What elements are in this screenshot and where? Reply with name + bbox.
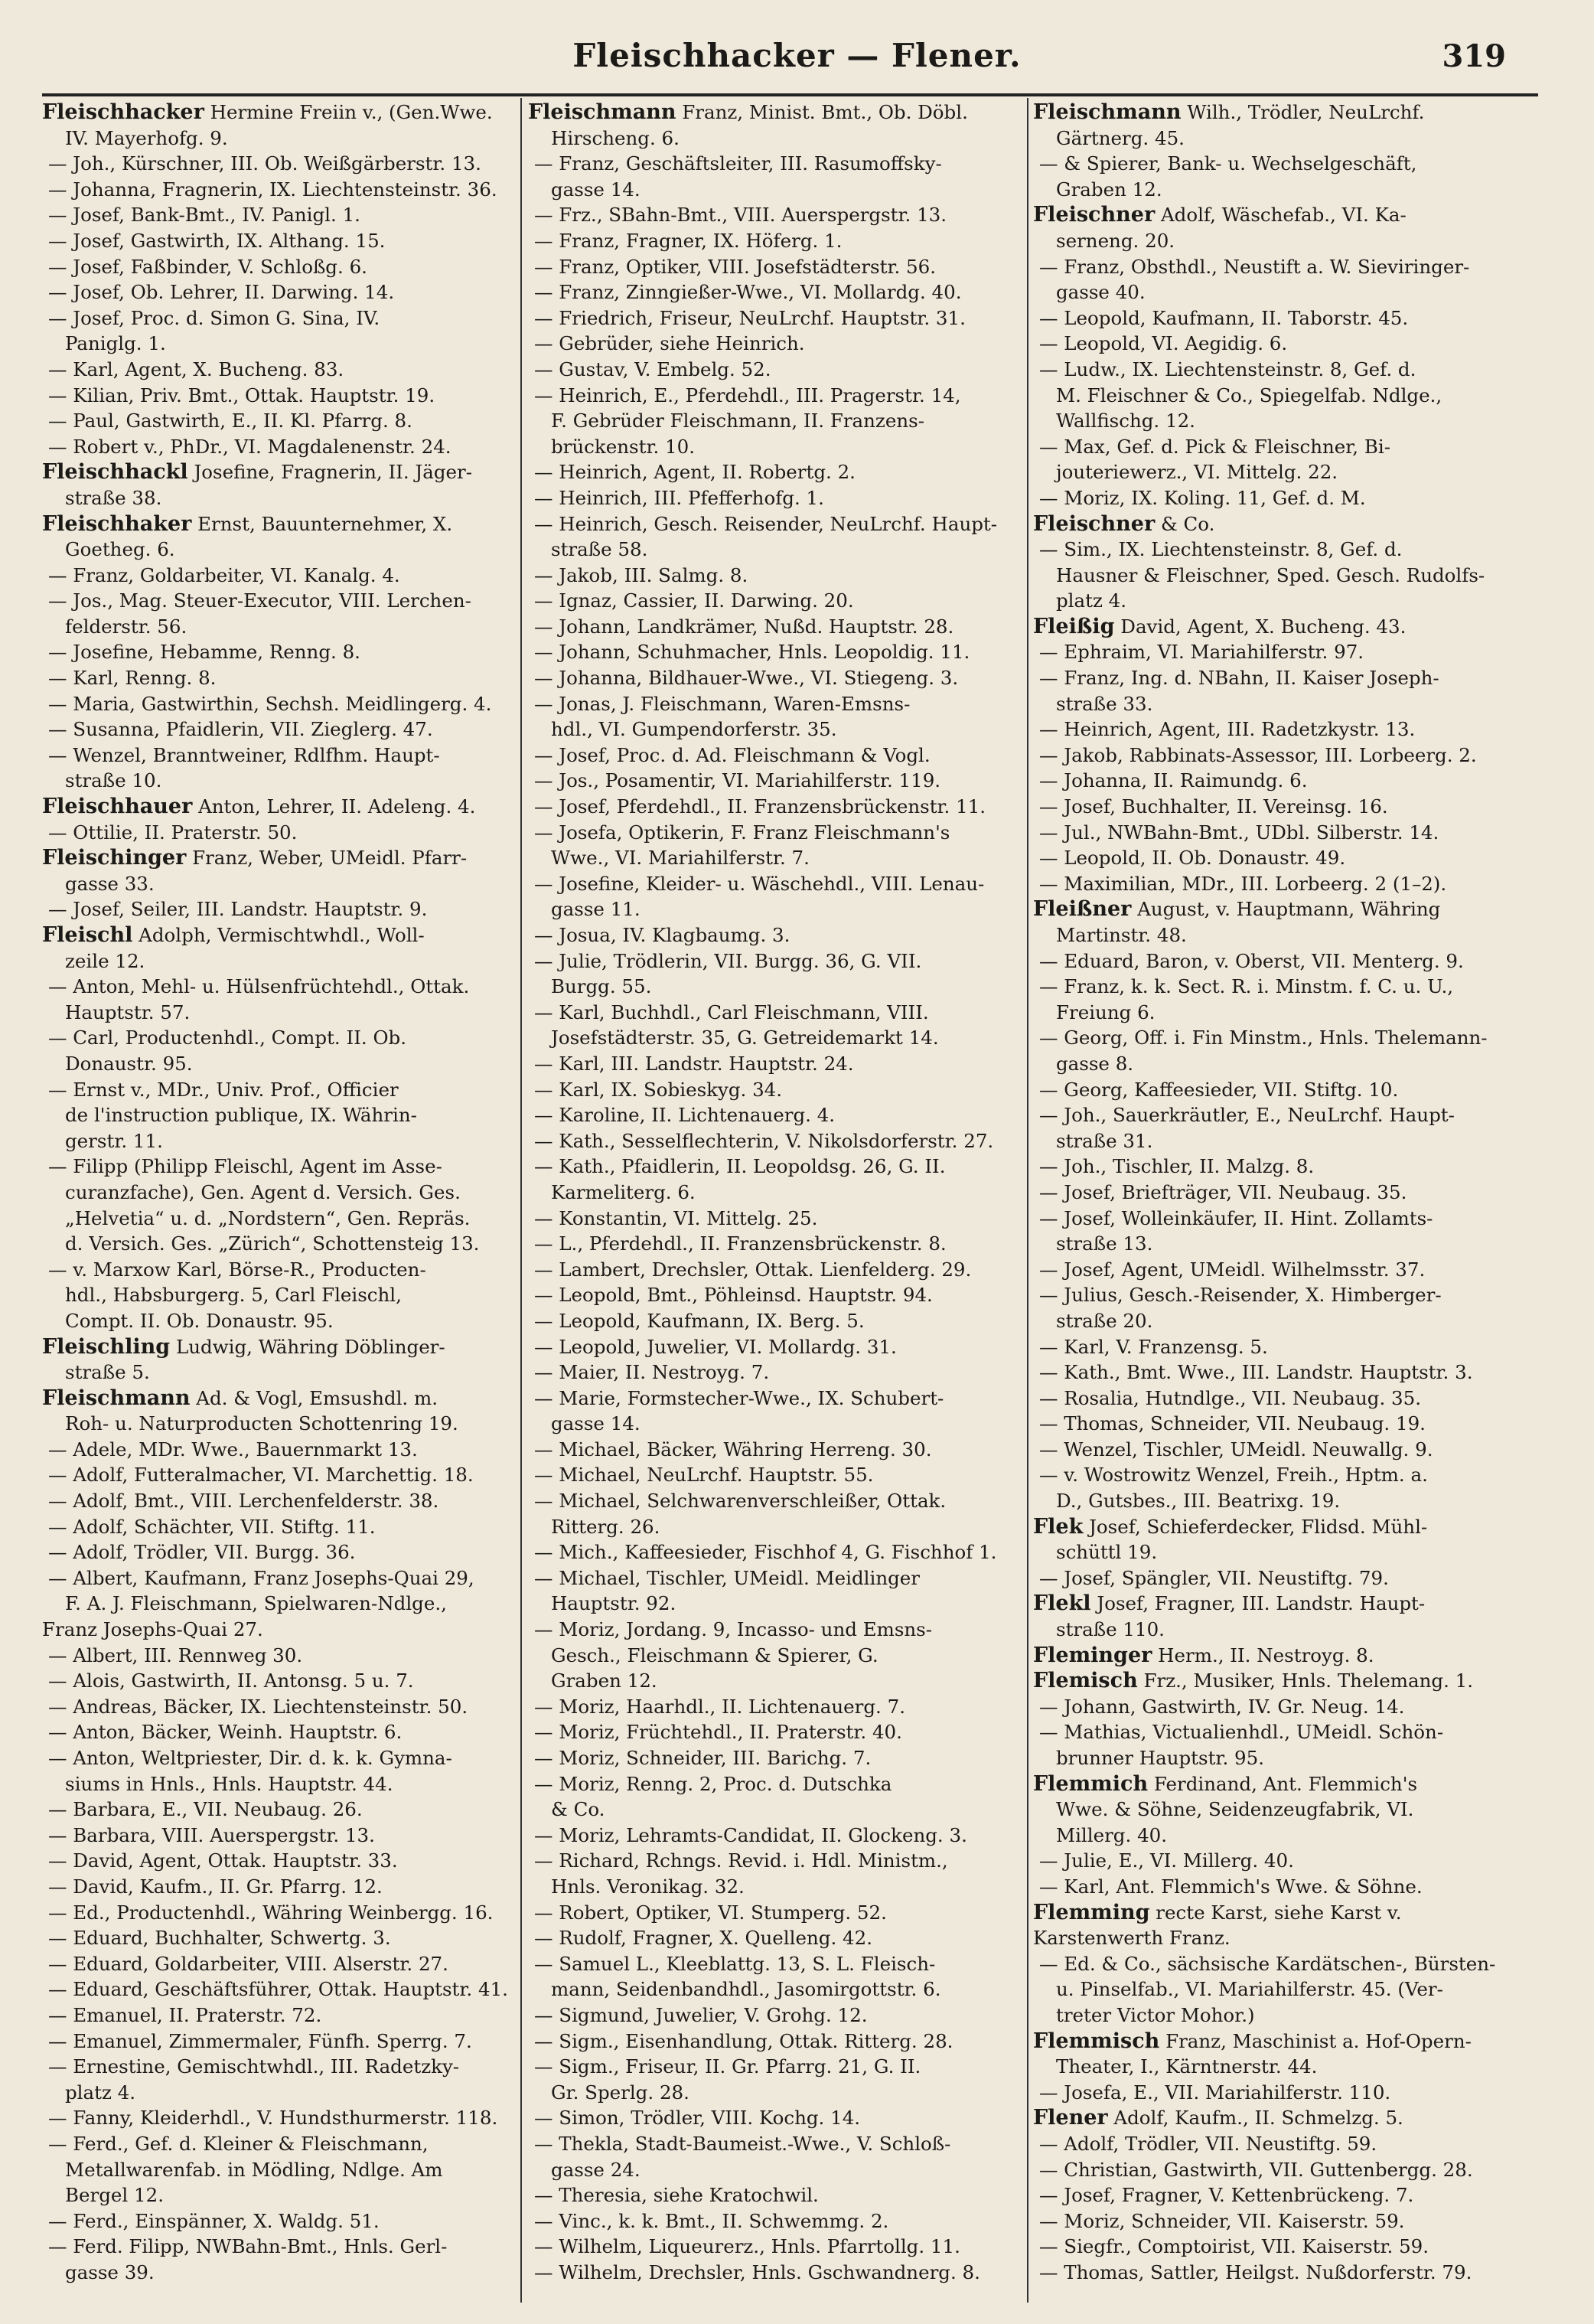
directory-entry-line: — Karoline, II. Lichtenauerg. 4. (534, 1104, 836, 1127)
column-divider-1 (520, 98, 522, 2303)
directory-entry-line: Paniglg. 1. (65, 332, 166, 355)
directory-entry-line: — Franz, Obsthdl., Neustift a. W. Sieviringer- (1039, 255, 1470, 278)
directory-entry-line: Graben 12. (1056, 178, 1162, 201)
directory-entry-line: Fleischhauer Anton, Lehrer, II. Adeleng. 4. (42, 795, 476, 819)
directory-entry-line: Hirscheng. 6. (551, 126, 680, 149)
directory-entry-line: — Kath., Pfaidlerin, II. Leopoldsg. 26, G. II. (534, 1155, 946, 1178)
directory-entry-line: hdl., VI. Gumpendorferstr. 35. (551, 718, 837, 741)
directory-entry-line: gasse 14. (551, 178, 641, 201)
directory-entry-line: — Ferd., Einspänner, X. Waldg. 51. (48, 2209, 380, 2232)
directory-entry-line: — Emanuel, II. Praterstr. 72. (48, 2003, 322, 2026)
directory-entry-line: Fleminger Herm., II. Nestroyg. 8. (1033, 1643, 1374, 1667)
directory-entry-line: — Kath., Bmt. Wwe., III. Landstr. Hauptstr. 3. (1039, 1361, 1473, 1384)
directory-entry-line: gasse 39. (65, 2260, 155, 2283)
directory-entry-line: gasse 24. (551, 2158, 641, 2181)
directory-entry-line: — Sigm., Friseur, II. Gr. Pfarrg. 21, G. II. (534, 2055, 921, 2078)
directory-entry-line: — Leopold, VI. Aegidig. 6. (1039, 332, 1288, 355)
directory-entry-line: — Josua, IV. Klagbaumg. 3. (534, 924, 790, 946)
directory-entry-line: — Robert, Optiker, VI. Stumperg. 52. (534, 1901, 887, 1924)
directory-entry-line: F. A. J. Fleischmann, Spielwaren-Ndlge., (65, 1592, 447, 1615)
directory-entry-line: Theater, I., Kärntnerstr. 44. (1056, 2055, 1318, 2078)
directory-entry-line: — Wenzel, Branntweiner, Rdlfhm. Haupt- (48, 743, 440, 766)
directory-entry-line: — Mathias, Victualienhdl., UMeidl. Schön- (1039, 1721, 1444, 1744)
directory-entry-line: Wallfischg. 12. (1056, 410, 1195, 432)
directory-entry-line: — Jos., Mag. Steuer-Executor, VIII. Lerchen- (48, 589, 471, 612)
directory-entry-line: — Eduard, Goldarbeiter, VIII. Alserstr. 27. (48, 1952, 448, 1975)
directory-entry-line: — Moriz, Schneider, VII. Kaiserstr. 59. (1039, 2209, 1405, 2232)
directory-entry-line: — Josef, Seiler, III. Landstr. Hauptstr. 9. (48, 898, 428, 921)
directory-entry-line: brückenstr. 10. (551, 435, 695, 458)
directory-entry-line: — Leopold, Juwelier, VI. Mollardg. 31. (534, 1335, 897, 1358)
directory-entry-line: — Rosalia, Hutndlge., VII. Neubaug. 35. (1039, 1386, 1421, 1409)
directory-entry-line: — Paul, Gastwirth, E., II. Kl. Pfarrg. 8. (48, 410, 412, 432)
directory-entry-line: — Sigm., Eisenhandlung, Ottak. Ritterg. 28. (534, 2029, 953, 2052)
directory-entry-line: Fleischling Ludwig, Währing Döblinger- (42, 1334, 445, 1359)
directory-entry-line: — Julie, Trödlerin, VII. Burgg. 36, G. VII. (534, 949, 922, 972)
directory-entry-line: — Moriz, Früchtehdl., II. Praterstr. 40. (534, 1721, 902, 1744)
directory-entry-line: — Michael, NeuLrchf. Hauptstr. 55. (534, 1464, 874, 1487)
directory-entry-line: — Samuel L., Kleeblattg. 13, S. L. Fleisch- (534, 1952, 936, 1975)
directory-entry-line: — Franz, Goldarbeiter, VI. Kanalg. 4. (48, 563, 400, 586)
directory-entry-line: straße 33. (1056, 692, 1153, 715)
directory-entry-line: — Jakob, Rabbinats-Assessor, III. Lorbeerg. 2. (1039, 743, 1477, 766)
directory-entry-line: — Albert, Kaufmann, Franz Josephs-Quai 29, (48, 1566, 474, 1589)
directory-entry-line: — Leopold, Kaufmann, IX. Berg. 5. (534, 1309, 865, 1332)
directory-entry-line: zeile 12. (65, 949, 145, 972)
directory-entry-line: Wwe., VI. Mariahilferstr. 7. (551, 847, 810, 870)
directory-entry-line: — Joh., Kürschner, III. Ob. Weißgärberstr. 13. (48, 152, 481, 175)
directory-entry-line: — Josef, Spängler, VII. Neustiftg. 79. (1039, 1566, 1389, 1589)
directory-entry-line: — Rudolf, Fragner, X. Quelleng. 42. (534, 1927, 872, 1950)
directory-entry-line: Flemmisch Franz, Maschinist a. Hof-Opern- (1033, 2029, 1472, 2053)
directory-entry-line: F. Gebrüder Fleischmann, II. Franzens- (551, 410, 924, 432)
directory-entry-line: — Moriz, IX. Koling. 11, Gef. d. M. (1039, 486, 1366, 509)
directory-entry-line: Flekl Josef, Fragner, III. Landstr. Haupt- (1033, 1591, 1426, 1616)
directory-entry-line: — Franz, Fragner, IX. Höferg. 1. (534, 229, 843, 252)
directory-entry-line: Hauptstr. 57. (65, 1000, 191, 1023)
directory-entry-line: — Filipp (Philipp Fleischl, Agent im Asse- (48, 1155, 442, 1178)
directory-entry-line: gasse 40. (1056, 281, 1146, 304)
directory-entry-line: — Leopold, Kaufmann, II. Taborstr. 45. (1039, 306, 1409, 329)
directory-entry-line: Martinstr. 48. (1056, 924, 1187, 946)
directory-entry-line: — Franz, Optiker, VIII. Josefstädterstr. 56. (534, 255, 937, 278)
directory-entry-line: — Lambert, Drechsler, Ottak. Lienfelderg. 29. (534, 1258, 972, 1281)
directory-entry-line: — Michael, Tischler, UMeidl. Meidlinger (534, 1566, 921, 1589)
directory-entry-line: Fleischhackl Josefine, Fragnerin, II. Jäger- (42, 460, 473, 485)
directory-entry-line: — v. Wostrowitz Wenzel, Freih., Hptm. a. (1039, 1464, 1428, 1487)
directory-entry-line: Flener Adolf, Kaufm., II. Schmelzg. 5. (1033, 2106, 1403, 2130)
directory-entry-line: Fleischinger Franz, Weber, UMeidl. Pfarr- (42, 846, 468, 870)
directory-entry-line: — Moriz, Schneider, III. Barichg. 7. (534, 1747, 872, 1769)
directory-entry-line: hdl., Habsburgerg. 5, Carl Fleischl, (65, 1284, 402, 1307)
directory-entry-line: brunner Hauptstr. 95. (1056, 1747, 1264, 1769)
directory-entry-line: — Wilhelm, Liqueurerz., Hnls. Pfarrtollg. 11. (534, 2235, 960, 2258)
directory-entry-line: — Maier, II. Nestroyg. 7. (534, 1361, 770, 1384)
directory-entry-line: — Johann, Schuhmacher, Hnls. Leopoldig. 11. (534, 641, 970, 664)
directory-entry-line: Karstenwerth Franz. (1033, 1927, 1231, 1950)
directory-entry-line: Flek Josef, Schieferdecker, Flidsd. Mühl- (1033, 1514, 1428, 1539)
directory-entry-line: — Emanuel, Zimmermaler, Fünfh. Sperrg. 7. (48, 2029, 472, 2052)
directory-entry-line: — Eduard, Baron, v. Oberst, VII. Menterg. 9. (1039, 949, 1464, 972)
directory-entry-line: — Ernst v., MDr., Univ. Prof., Officier (48, 1078, 399, 1101)
directory-entry-line: — Josefa, Optikerin, F. Franz Fleischmann's (534, 821, 950, 844)
directory-entry-line: — Wenzel, Tischler, UMeidl. Neuwallg. 9. (1039, 1438, 1433, 1461)
directory-entry-line: — Heinrich, III. Pfefferhofg. 1. (534, 486, 824, 509)
column-right (1033, 100, 1538, 2304)
directory-entry-line: gasse 8. (1056, 1052, 1134, 1075)
directory-entry-line: felderstr. 56. (65, 615, 187, 638)
directory-entry-line: — Josef, Proc. d. Ad. Fleischmann & Vogl. (534, 743, 931, 766)
directory-entry-line: — Josef, Agent, UMeidl. Wilhelmsstr. 37. (1039, 1258, 1426, 1281)
directory-entry-line: Flemmich Ferdinand, Ant. Flemmich's (1033, 1771, 1418, 1796)
directory-entry-line: — Carl, Productenhdl., Compt. II. Ob. (48, 1027, 407, 1049)
directory-entry-line: Freiung 6. (1056, 1000, 1156, 1023)
header-rule (42, 93, 1538, 96)
directory-entry-line: — Josef, Buchhalter, II. Vereinsg. 16. (1039, 795, 1388, 818)
directory-entry-line: — Mich., Kaffeesieder, Fischhof 4, G. Fischhof 1. (534, 1541, 997, 1564)
directory-entry-line: — Susanna, Pfaidlerin, VII. Zieglerg. 47. (48, 718, 433, 741)
directory-entry-line: — Karl, Renng. 8. (48, 667, 217, 690)
directory-entry-line: — Adele, MDr. Wwe., Bauernmarkt 13. (48, 1438, 418, 1461)
directory-entry-line: — Josef, Gastwirth, IX. Althang. 15. (48, 229, 386, 252)
directory-entry-line: — Adolf, Bmt., VIII. Lerchenfelderstr. 38. (48, 1490, 439, 1513)
directory-entry-line: — David, Kaufm., II. Gr. Pfarrg. 12. (48, 1875, 383, 1898)
directory-entry-line: — Karl, V. Franzensg. 5. (1039, 1335, 1268, 1358)
directory-entry-line: — Josef, Fragner, V. Kettenbrückeng. 7. (1039, 2184, 1414, 2207)
directory-entry-line: — Josef, Proc. d. Simon G. Sina, IV. (48, 306, 380, 329)
directory-entry-line: — & Spierer, Bank- u. Wechselgeschäft, (1039, 152, 1417, 175)
directory-entry-line: — Thomas, Schneider, VII. Neubaug. 19. (1039, 1412, 1426, 1435)
directory-entry-line: & Co. (551, 1798, 605, 1821)
directory-entry-line: Flemming recte Karst, siehe Karst v. (1033, 1900, 1402, 1924)
directory-entry-line: — Moriz, Renng. 2, Proc. d. Dutschka (534, 1772, 892, 1795)
directory-entry-line: Millerg. 40. (1056, 1823, 1168, 1846)
column-left (42, 100, 517, 2304)
directory-entry-line: — Gustav, V. Embelg. 52. (534, 357, 771, 380)
directory-entry-line: Fleischhaker Ernst, Bauunternehmer, X. (42, 511, 453, 536)
directory-entry-line: — Adolf, Futteralmacher, VI. Marchettig. 18. (48, 1464, 474, 1487)
directory-entry-line: gerstr. 11. (65, 1129, 163, 1152)
directory-entry-line: — Joh., Tischler, II. Malzg. 8. (1039, 1155, 1315, 1178)
directory-entry-line: — Theresia, siehe Kratochwil. (534, 2184, 819, 2207)
directory-entry-line: — Johanna, Fragnerin, IX. Liechtensteinstr. 36. (48, 178, 497, 201)
directory-entry-line: Fleischner & Co. (1033, 511, 1215, 536)
directory-entry-line: u. Pinselfab., VI. Mariahilferstr. 45. (Ver- (1056, 1978, 1443, 2001)
directory-entry-line: Hnls. Veronikag. 32. (551, 1875, 745, 1898)
directory-entry-line: treter Victor Mohor.) (1056, 2003, 1255, 2026)
directory-entry-line: — Sim., IX. Liechtensteinstr. 8, Gef. d. (1039, 538, 1403, 561)
column-middle (528, 100, 1022, 2304)
directory-entry-line: — Georg, Kaffeesieder, VII. Stiftg. 10. (1039, 1078, 1399, 1101)
directory-entry-line: Gr. Sperlg. 28. (551, 2081, 689, 2104)
page-running-head: Fleischhacker — Flener. (572, 37, 1022, 74)
directory-entry-line: Burgg. 55. (551, 975, 652, 998)
directory-entry-line: de l'instruction publique, IX. Währin- (65, 1104, 417, 1127)
directory-entry-line: — Adolf, Schächter, VII. Stiftg. 11. (48, 1515, 376, 1538)
directory-entry-line: — Frz., SBahn-Bmt., VIII. Auerspergstr. 13. (534, 204, 947, 227)
directory-entry-line: straße 5. (65, 1361, 150, 1384)
directory-entry-line: — Albert, III. Rennweg 30. (48, 1643, 303, 1666)
directory-entry-line: Metallwarenfab. in Mödling, Ndlge. Am (65, 2158, 443, 2181)
directory-entry-line: — Robert v., PhDr., VI. Magdalenenstr. 24. (48, 435, 451, 458)
directory-entry-line: straße 31. (1056, 1129, 1153, 1152)
directory-entry-line: — Wilhelm, Drechsler, Hnls. Gschwandnerg. 8. (534, 2260, 980, 2283)
directory-entry-line: Gesch., Fleischmann & Spierer, G. (551, 1643, 878, 1666)
directory-entry-line: — Heinrich, Gesch. Reisender, NeuLrchf. Haupt- (534, 512, 998, 535)
directory-entry-line: — Ed. & Co., sächsische Kardätschen-, Bürsten- (1039, 1952, 1496, 1975)
directory-entry-line: — Josef, Faßbinder, V. Schloßg. 6. (48, 255, 367, 278)
directory-entry-line: — Ed., Productenhdl., Währing Weinbergg. 16. (48, 1901, 494, 1924)
directory-entry-line: platz 4. (1056, 589, 1127, 612)
directory-entry-line: — Karl, Ant. Flemmich's Wwe. & Söhne. (1039, 1875, 1423, 1898)
directory-entry-line: — Joh., Sauerkräutler, E., NeuLrchf. Haupt- (1039, 1104, 1455, 1127)
directory-entry-line: — Alois, Gastwirth, II. Antonsg. 5 u. 7. (48, 1670, 414, 1692)
directory-entry-line: — Vinc., k. k. Bmt., II. Schwemmg. 2. (534, 2209, 889, 2232)
directory-entry-line: — Julius, Gesch.-Reisender, X. Himberger- (1039, 1284, 1442, 1307)
directory-entry-line: — Siegfr., Comptoirist, VII. Kaiserstr. 59. (1039, 2235, 1429, 2258)
directory-entry-line: — Heinrich, Agent, III. Radetzkystr. 13. (1039, 718, 1416, 741)
directory-entry-line: — Jul., NWBahn-Bmt., UDbl. Silberstr. 14. (1039, 821, 1439, 844)
directory-entry-line: — Michael, Bäcker, Währing Herreng. 30. (534, 1438, 932, 1461)
directory-entry-line: — Eduard, Buchhalter, Schwertg. 3. (48, 1927, 391, 1950)
directory-entry-line: gasse 11. (551, 898, 641, 921)
directory-entry-line: — Maximilian, MDr., III. Lorbeerg. 2 (1–2). (1039, 872, 1447, 895)
directory-entry-line: gasse 14. (551, 1412, 641, 1435)
directory-entry-line: Fleischhacker Hermine Freiin v., (Gen.Wwe. (42, 100, 493, 124)
directory-entry-line: straße 20. (1056, 1309, 1153, 1332)
directory-entry-line: — Ernestine, Gemischtwhdl., III. Radetzky- (48, 2055, 460, 2078)
directory-entry-line: — Jos., Posamentir, VI. Mariahilferstr. 119. (534, 769, 941, 792)
directory-entry-line: platz 4. (65, 2081, 136, 2104)
directory-entry-line: d. Versich. Ges. „Zürich“, Schottensteig 13. (65, 1232, 480, 1255)
directory-entry-line: — Josef, Bank-Bmt., IV. Panigl. 1. (48, 204, 360, 227)
directory-entry-line: Josefstädterstr. 35, G. Getreidemarkt 14. (551, 1027, 939, 1049)
directory-entry-line: — Ephraim, VI. Mariahilferstr. 97. (1039, 641, 1364, 664)
directory-entry-line: Flemisch Frz., Musiker, Hnls. Thelemang. 1. (1033, 1669, 1474, 1693)
directory-entry-line: — Karl, IX. Sobieskyg. 34. (534, 1078, 783, 1101)
directory-entry-line: — Johanna, Bildhauer-Wwe., VI. Stiegeng. 3. (534, 667, 959, 690)
directory-entry-line: serneng. 20. (1056, 229, 1175, 252)
directory-entry-line: Fleißner August, v. Hauptmann, Währing (1033, 897, 1441, 922)
directory-entry-line: — Adolf, Trödler, VII. Burgg. 36. (48, 1541, 356, 1564)
directory-entry-line: — Karl, Buchhdl., Carl Fleischmann, VIII. (534, 1000, 929, 1023)
directory-entry-line: — Friedrich, Friseur, NeuLrchf. Hauptstr. 31. (534, 306, 966, 329)
directory-entry-line: Fleischl Adolph, Vermischtwhdl., Woll- (42, 923, 425, 947)
directory-entry-line: — Adolf, Trödler, VII. Neustiftg. 59. (1039, 2132, 1377, 2155)
directory-entry-line: — Ferd., Gef. d. Kleiner & Fleischmann, (48, 2132, 429, 2155)
directory-entry-line: — Franz, Geschäftsleiter, III. Rasumoffsky- (534, 152, 942, 175)
directory-entry-line: Compt. II. Ob. Donaustr. 95. (65, 1309, 334, 1332)
directory-entry-line: Fleischmann Wilh., Trödler, NeuLrchf. (1033, 100, 1425, 124)
directory-entry-line: — Marie, Formstecher-Wwe., IX. Schubert- (534, 1386, 944, 1409)
directory-entry-line: Fleischmann Franz, Minist. Bmt., Ob. Döbl. (528, 100, 968, 124)
directory-entry-line: — Ludw., IX. Liechtensteinstr. 8, Gef. d. (1039, 357, 1416, 380)
directory-entry-line: mann, Seidenbandhdl., Jasomirgottstr. 6. (551, 1978, 941, 2001)
directory-entry-line: — Johann, Landkrämer, Nußd. Hauptstr. 28. (534, 615, 954, 638)
directory-entry-line: — Sigmund, Juwelier, V. Grohg. 12. (534, 2003, 868, 2026)
directory-entry-line: — Franz, Zinngießer-Wwe., VI. Mollardg. 40. (534, 281, 962, 304)
directory-entry-line: Fleischner Adolf, Wäschefab., VI. Ka- (1033, 203, 1407, 227)
directory-entry-line: — Georg, Off. i. Fin Minstm., Hnls. Thelemann- (1039, 1027, 1488, 1049)
directory-entry-line: — Andreas, Bäcker, IX. Liechtensteinstr. 50. (48, 1695, 468, 1718)
directory-entry-line: — Michael, Selchwarenverschleißer, Ottak. (534, 1490, 947, 1513)
directory-entry-line: straße 58. (551, 538, 648, 561)
directory-entry-line: — Ferd. Filipp, NWBahn-Bmt., Hnls. Gerl- (48, 2235, 448, 2258)
directory-entry-line: — Moriz, Haarhdl., II. Lichtenauerg. 7. (534, 1695, 905, 1718)
directory-entry-line: — Anton, Mehl- u. Hülsenfrüchtehdl., Ottak. (48, 975, 470, 998)
directory-entry-line: Donaustr. 95. (65, 1052, 193, 1075)
directory-entry-line: — Jonas, J. Fleischmann, Waren-Emsns- (534, 692, 911, 715)
directory-entry-line: — Leopold, Bmt., Pöhleinsd. Hauptstr. 94. (534, 1284, 933, 1307)
directory-entry-line: Wwe. & Söhne, Seidenzeugfabrik, VI. (1056, 1798, 1414, 1821)
directory-entry-line: — Fanny, Kleiderhdl., V. Hundsthurmerstr. 118. (48, 2107, 498, 2130)
directory-entry-line: — Moriz, Jordang. 9, Incasso- und Emsns- (534, 1618, 933, 1641)
directory-entry-line: — Anton, Bäcker, Weinh. Hauptstr. 6. (48, 1721, 403, 1744)
directory-entry-line: Bergel 12. (65, 2184, 164, 2207)
directory-entry-line: straße 13. (1056, 1232, 1153, 1255)
directory-entry-line: — Heinrich, E., Pferdehdl., III. Pragerstr. 14, (534, 384, 961, 406)
directory-entry-line: siums in Hnls., Hnls. Hauptstr. 44. (65, 1772, 393, 1795)
directory-entry-line: — Leopold, II. Ob. Donaustr. 49. (1039, 847, 1346, 870)
directory-entry-line: — Christian, Gastwirth, VII. Guttenbergg. 28. (1039, 2158, 1473, 2181)
directory-entry-line: — Karl, Agent, X. Bucheng. 83. (48, 357, 344, 380)
directory-entry-line: — Josefine, Kleider- u. Wäschehdl., VIII. Lenau- (534, 872, 985, 895)
directory-entry-line: — Josefine, Hebamme, Renng. 8. (48, 641, 360, 664)
directory-entry-line: Fleischmann Ad. & Vogl, Emsushdl. m. (42, 1386, 438, 1410)
directory-entry-line: — Kath., Sesselflechterin, V. Nikolsdorferstr. 27. (534, 1129, 994, 1152)
directory-entry-line: schüttl 19. (1056, 1541, 1158, 1564)
directory-entry-line: — Jakob, III. Salmg. 8. (534, 563, 748, 586)
directory-entry-line: — Josefa, E., VII. Mariahilferstr. 110. (1039, 2081, 1391, 2104)
directory-entry-line: — Johann, Gastwirth, IV. Gr. Neug. 14. (1039, 1695, 1405, 1718)
directory-entry-line: — Ignaz, Cassier, II. Darwing. 20. (534, 589, 854, 612)
directory-entry-line: — Max, Gef. d. Pick & Fleischner, Bi- (1039, 435, 1390, 458)
directory-entry-line: — Heinrich, Agent, II. Robertg. 2. (534, 461, 856, 484)
directory-entry-line: — Josef, Pferdehdl., II. Franzensbrückenstr. 11. (534, 795, 986, 818)
directory-entry-line: Gärtnerg. 45. (1056, 126, 1185, 149)
directory-entry-line: — Richard, Rchngs. Revid. i. Hdl. Ministm., (534, 1849, 948, 1872)
directory-entry-line: — Josef, Briefträger, VII. Neubaug. 35. (1039, 1180, 1407, 1203)
page-number: 319 (1442, 38, 1506, 74)
directory-entry-line: — Ottilie, II. Praterstr. 50. (48, 821, 298, 844)
directory-entry-line: — Johanna, II. Raimundg. 6. (1039, 769, 1308, 792)
directory-entry-line: — Thomas, Sattler, Heilgst. Nußdorferstr. 79. (1039, 2260, 1472, 2283)
directory-entry-line: — Moriz, Lehramts-Candidat, II. Glockeng. 3. (534, 1823, 967, 1846)
directory-entry-line: „Helvetia“ u. d. „Nordstern“, Gen. Repräs. (65, 1206, 471, 1229)
directory-entry-line: — Gebrüder, siehe Heinrich. (534, 332, 805, 355)
directory-entry-line: D., Gutsbes., III. Beatrixg. 19. (1056, 1490, 1341, 1513)
directory-entry-line: — David, Agent, Ottak. Hauptstr. 33. (48, 1849, 398, 1872)
directory-entry-line: gasse 33. (65, 872, 155, 895)
directory-entry-line: Ritterg. 26. (551, 1515, 660, 1538)
directory-entry-line: IV. Mayerhofg. 9. (65, 126, 228, 149)
directory-entry-line: — Franz, Ing. d. NBahn, II. Kaiser Joseph- (1039, 667, 1439, 690)
directory-entry-line: Goetheg. 6. (65, 538, 175, 561)
directory-entry-line: straße 110. (1056, 1618, 1165, 1641)
directory-entry-line: — Karl, III. Landstr. Hauptstr. 24. (534, 1052, 854, 1075)
directory-entry-line: straße 38. (65, 486, 162, 509)
directory-entry-line: — Josef, Ob. Lehrer, II. Darwing. 14. (48, 281, 395, 304)
directory-entry-line: Franz Josephs-Quai 27. (42, 1618, 263, 1641)
directory-entry-line: Graben 12. (551, 1670, 657, 1692)
column-divider-2 (1027, 98, 1028, 2303)
directory-entry-line: — Franz, k. k. Sect. R. i. Minstm. f. C. u. U., (1039, 975, 1454, 998)
directory-entry-line: — Barbara, E., VII. Neubaug. 26. (48, 1798, 363, 1821)
directory-entry-line: — Simon, Trödler, VIII. Kochg. 14. (534, 2107, 861, 2130)
directory-entry-line: Fleißig David, Agent, X. Bucheng. 43. (1033, 614, 1407, 638)
directory-entry-line: Roh- u. Naturproducten Schottenring 19. (65, 1412, 458, 1435)
directory-entry-line: Hauptstr. 92. (551, 1592, 676, 1615)
directory-entry-line: — Barbara, VIII. Auerspergstr. 13. (48, 1823, 375, 1846)
directory-entry-line: — L., Pferdehdl., II. Franzensbrückenstr. 8. (534, 1232, 947, 1255)
directory-entry-line: — Thekla, Stadt-Baumeist.-Wwe., V. Schloß- (534, 2132, 951, 2155)
directory-entry-line: — Anton, Weltpriester, Dir. d. k. k. Gymna- (48, 1747, 452, 1769)
directory-entry-line: — Josef, Wolleinkäufer, II. Hint. Zollamts- (1039, 1206, 1433, 1229)
directory-entry-line: — Kilian, Priv. Bmt., Ottak. Hauptstr. 19. (48, 384, 435, 406)
directory-entry-line: — Maria, Gastwirthin, Sechsh. Meidlingerg. 4. (48, 692, 492, 715)
directory-entry-line: — Konstantin, VI. Mittelg. 25. (534, 1206, 818, 1229)
directory-entry-line: — Julie, E., VI. Millerg. 40. (1039, 1849, 1294, 1872)
directory-entry-line: straße 10. (65, 769, 162, 792)
directory-entry-line: curanzfache), Gen. Agent d. Versich. Ges. (65, 1180, 461, 1203)
directory-entry-line: M. Fleischner & Co., Spiegelfab. Ndlge., (1056, 384, 1442, 406)
directory-entry-line: Karmeliterg. 6. (551, 1180, 696, 1203)
directory-entry-line: jouteriewerz., VI. Mittelg. 22. (1056, 461, 1338, 484)
directory-entry-line: — Eduard, Geschäftsführer, Ottak. Hauptstr. 41. (48, 1978, 508, 2001)
directory-entry-line: — v. Marxow Karl, Börse-R., Producten- (48, 1258, 426, 1281)
directory-entry-line: Hausner & Fleischner, Sped. Gesch. Rudolfs- (1056, 563, 1485, 586)
